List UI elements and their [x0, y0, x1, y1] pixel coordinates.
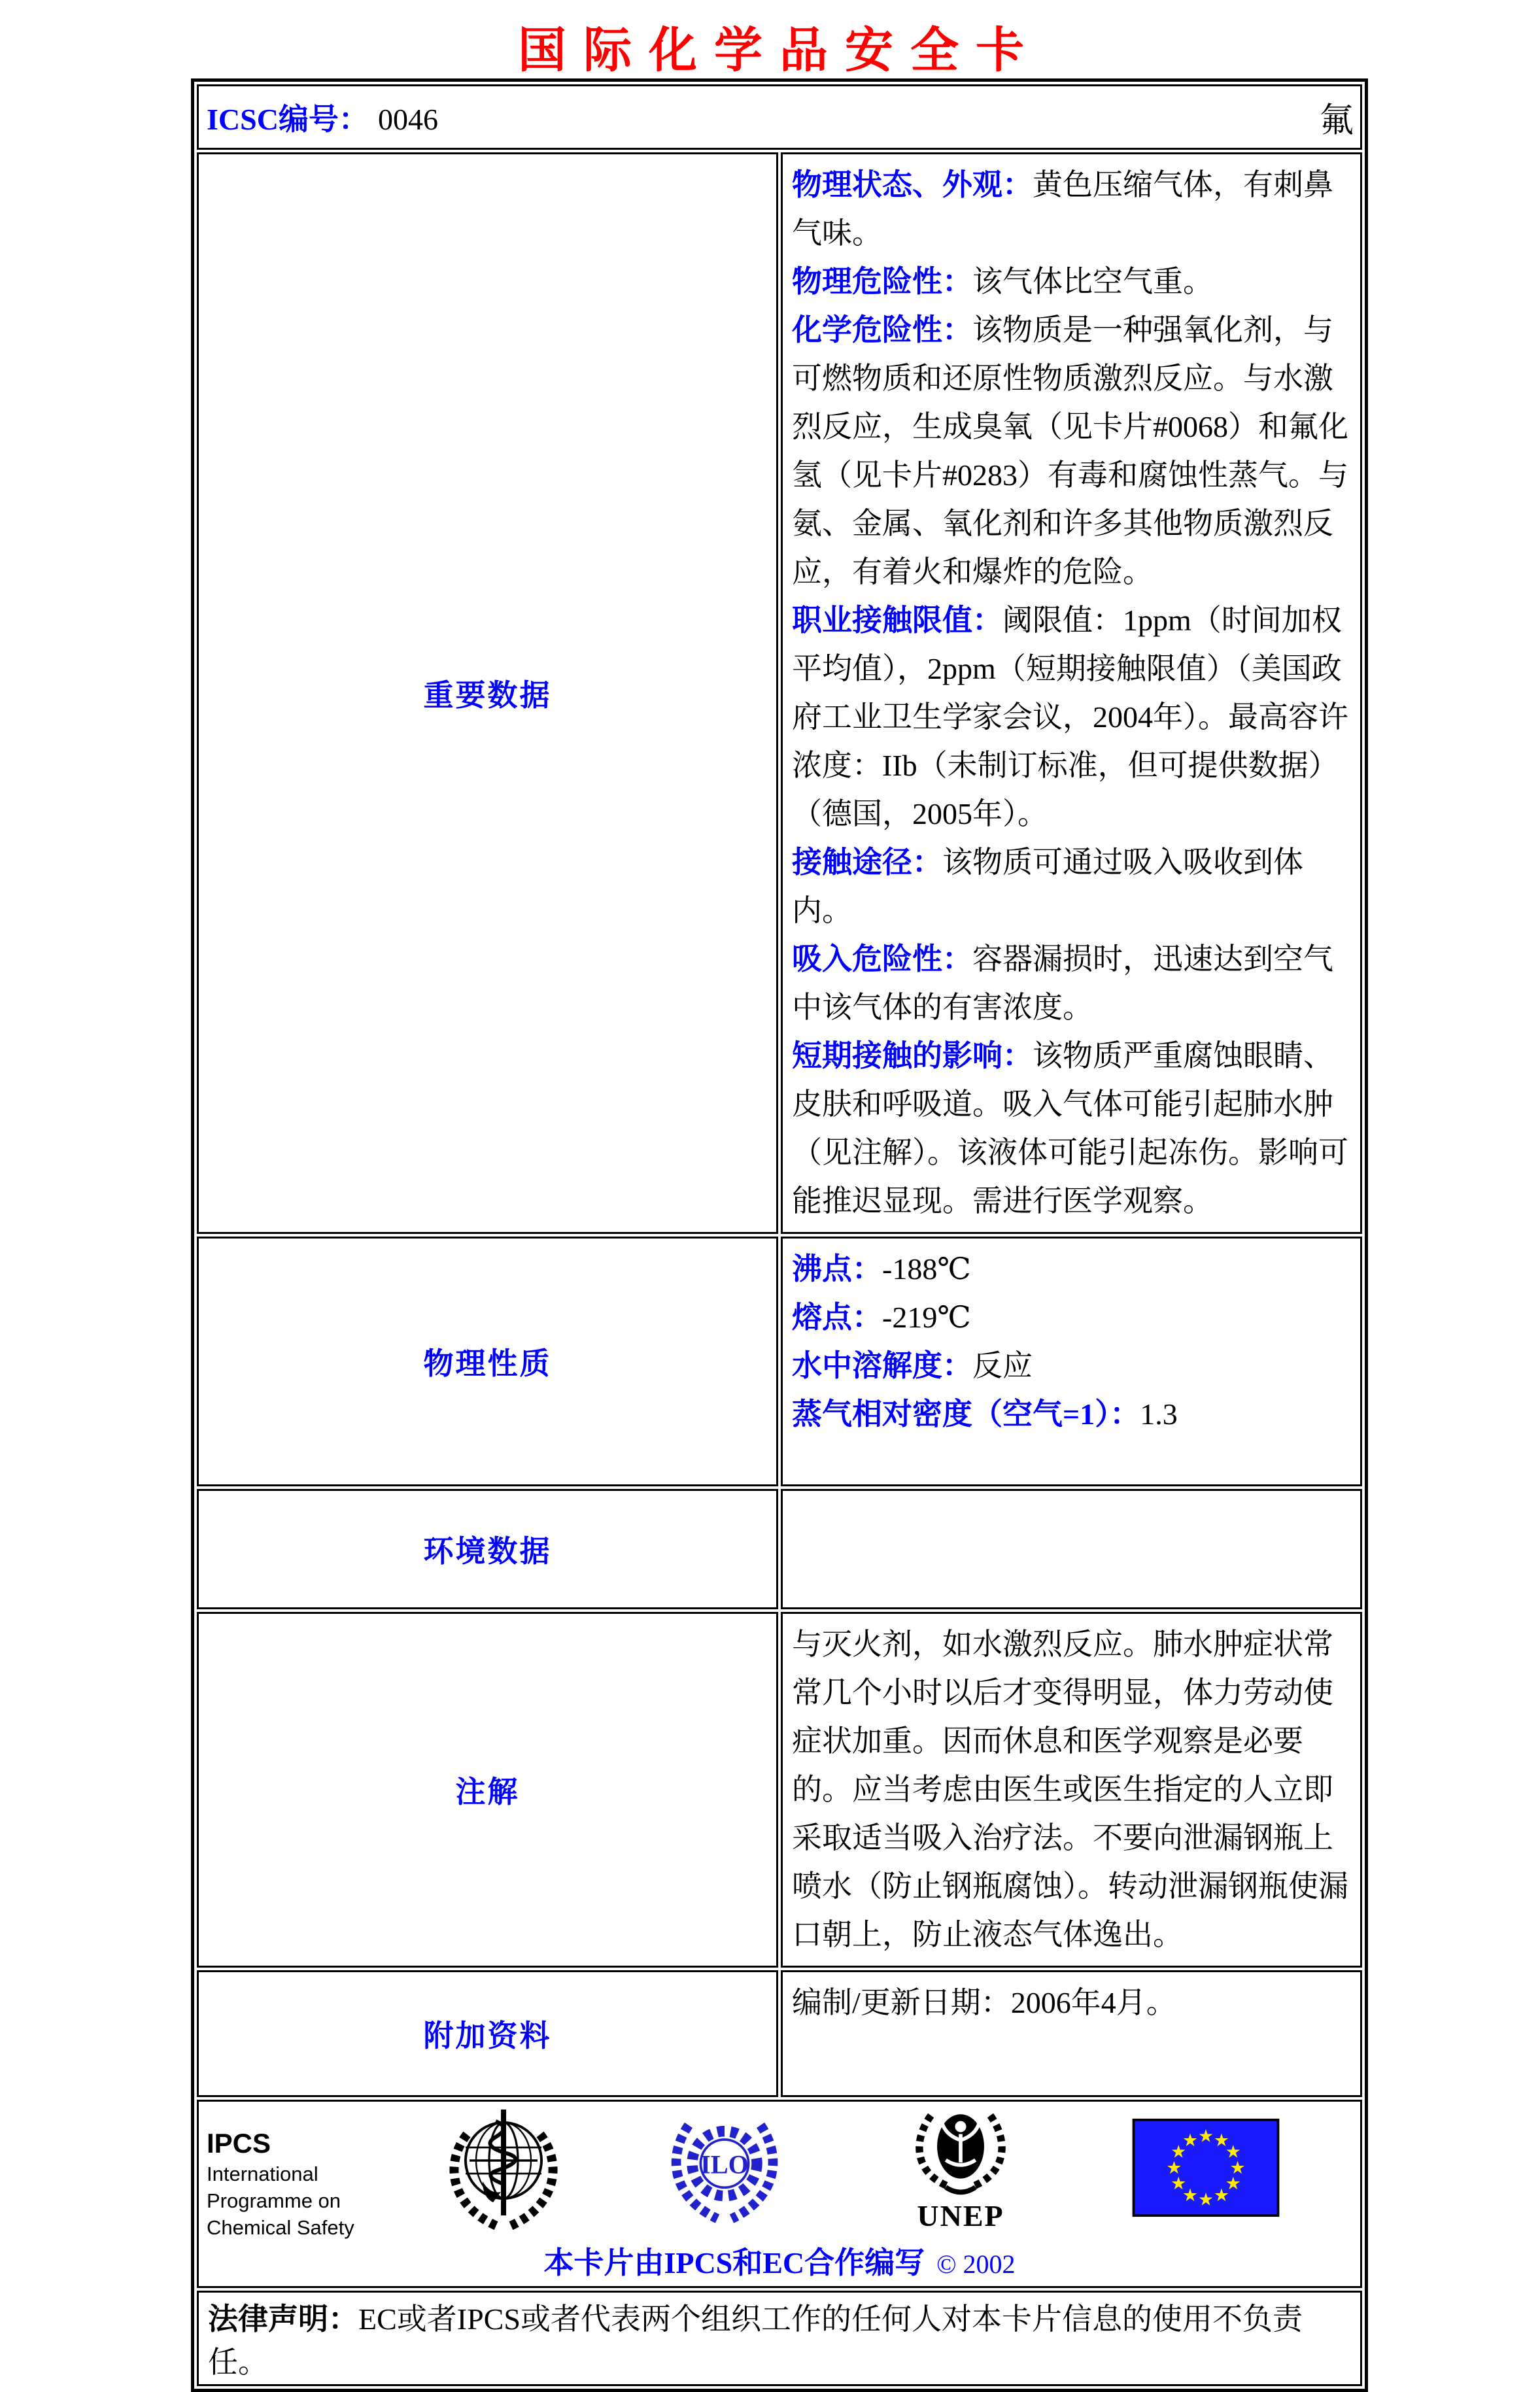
icsc-number-label: ICSC编号： — [207, 103, 369, 136]
field-text: 该物质是一种强氧化剂，与可燃物质和还原性物质激烈反应。与水激烈反应，生成臭氧（见卡片#0068）和氟化氢（见卡片#0283）有毒和腐蚀性蒸气。与氨、金属、氧化剂和许多其他物质激烈反应，有着火和爆炸的危险。 — [792, 313, 1348, 589]
field-label: 物理状态、外观： — [792, 168, 1033, 201]
additional-info-row — [197, 1970, 1362, 2097]
svg-text:★: ★ — [1171, 2142, 1187, 2162]
ipcs-line: International — [207, 2162, 318, 2185]
field-water-solubility — [792, 1342, 1348, 1390]
section-content-important-data — [781, 152, 1362, 1234]
icsc-number-group — [207, 95, 438, 139]
field-text: 1.3 — [1140, 1397, 1178, 1431]
field-label: 接触途径： — [792, 846, 942, 879]
icsc-header-row — [197, 84, 1362, 150]
cooperation-caption — [199, 2239, 1360, 2282]
field-melting-point — [792, 1293, 1348, 1342]
field-text: 该物质严重腐蚀眼睛、皮肤和呼吸道。吸入气体可能引起肺水肿（见注解）。该液体可能引起冻伤。影响可能推迟显现。需进行医学观察。 — [792, 1039, 1348, 1218]
svg-text:★: ★ — [1225, 2142, 1241, 2162]
svg-text:★: ★ — [1213, 2185, 1229, 2206]
section-content-environmental-data — [781, 1489, 1362, 1609]
svg-text:★: ★ — [1197, 2189, 1214, 2210]
field-text: 该气体比空气重。 — [972, 265, 1213, 298]
ipcs-acronym: IPCS — [207, 2128, 271, 2159]
field-text: 阈限值：1ppm（时间加权平均值），2ppm（短期接触限值）（美国政府工业卫生学家会议，2004年）。最高容许浓度：IIb（未制订标准，但可提供数据）（德国，2005年）。 — [792, 604, 1348, 830]
field-text: 反应 — [972, 1349, 1033, 1382]
logos-row — [197, 2100, 1362, 2288]
unep-logo — [898, 2106, 1023, 2232]
eu-flag — [1133, 2119, 1279, 2217]
field-text: 黄色压缩气体，有刺鼻气味。 — [792, 168, 1333, 250]
ipcs-line: Programme on — [207, 2189, 341, 2212]
field-text: -188℃ — [882, 1252, 971, 1286]
svg-text:★: ★ — [1182, 2185, 1199, 2206]
field-text: 该物质可通过吸入吸收到体内。 — [792, 846, 1303, 927]
logos-cell — [197, 2100, 1362, 2288]
icsc-number-value: 0046 — [377, 103, 438, 136]
field-vapor-relative-density — [792, 1390, 1348, 1439]
section-content-notes: 与灭火剂，如水激烈反应。肺水肿症状常常几个小时以后才变得明显，体力劳动使症状加重。因而休息和医学观察是必要的。应当考虑由医生或医生指定的人立即采取适当吸入治疗法。不要向泄漏钢瓶上喷水（防止钢瓶腐蚀）。转动泄漏钢瓶使漏口朝上，防止液态气体逸出。 — [781, 1612, 1362, 1968]
field-occupational-exposure-limits — [792, 596, 1348, 838]
legal-label: 法律声明： — [208, 2302, 358, 2336]
section-content-additional-info: 编制/更新日期：2006年4月。 — [781, 1970, 1362, 2097]
field-physical-state — [792, 161, 1348, 258]
field-label: 熔点： — [792, 1301, 882, 1334]
field-chemical-hazard — [792, 306, 1348, 596]
section-label-important-data: 重要数据 — [197, 152, 778, 1234]
svg-text:★: ★ — [1197, 2126, 1214, 2147]
icsc-header-cell — [197, 84, 1362, 150]
field-label: 沸点： — [792, 1252, 882, 1286]
section-label-additional-info: 附加资料 — [197, 1970, 778, 2097]
field-text: 容器漏损时，迅速达到空气中该气体的有害浓度。 — [792, 942, 1333, 1024]
svg-text:★: ★ — [1225, 2173, 1241, 2194]
svg-text:ILO: ILO — [700, 2149, 749, 2179]
legal-text: EC或者IPCS或者代表两个组织工作的任何人对本卡片信息的使用不负责任。 — [208, 2302, 1303, 2379]
ipcs-line: Chemical Safety — [207, 2216, 354, 2239]
icsc-card-table — [191, 78, 1368, 2392]
who-logo — [438, 2106, 569, 2234]
field-label: 水中溶解度： — [792, 1349, 972, 1382]
field-label: 短期接触的影响： — [792, 1039, 1033, 1072]
svg-text:★: ★ — [1213, 2130, 1229, 2151]
ilo-logo — [664, 2111, 785, 2226]
field-label: 职业接触限值： — [792, 604, 1002, 637]
section-label-environmental-data: 环境数据 — [197, 1489, 778, 1609]
section-content-physical-properties — [781, 1237, 1362, 1486]
caption-text: 本卡片由IPCS和EC合作编写 — [543, 2246, 925, 2280]
field-inhalation-risk — [792, 935, 1348, 1032]
caption-copyright: © 2002 — [936, 2249, 1016, 2279]
physical-properties-row — [197, 1237, 1362, 1486]
field-short-term-effects — [792, 1032, 1348, 1225]
section-label-physical-properties: 物理性质 — [197, 1237, 778, 1486]
field-label: 物理危险性： — [792, 265, 972, 298]
chemical-name: 氟 — [1319, 102, 1354, 140]
field-label: 蒸气相对密度（空气=1）： — [792, 1397, 1140, 1431]
field-boiling-point — [792, 1245, 1348, 1293]
unep-label: UNEP — [917, 2199, 1004, 2232]
svg-text:★: ★ — [1171, 2173, 1187, 2194]
svg-text:★: ★ — [1182, 2130, 1199, 2151]
field-routes-of-exposure — [792, 838, 1348, 935]
field-label: 吸入危险性： — [792, 942, 972, 976]
page-title: 国际化学品安全卡 — [518, 24, 1041, 78]
field-text: -219℃ — [882, 1301, 971, 1334]
field-physical-hazard — [792, 258, 1348, 306]
svg-text:★: ★ — [1229, 2157, 1246, 2178]
svg-text:★: ★ — [1166, 2157, 1182, 2178]
section-label-notes: 注解 — [197, 1612, 778, 1968]
notes-row — [197, 1612, 1362, 1968]
field-label: 化学危险性： — [792, 313, 972, 347]
legal-row — [197, 2291, 1362, 2386]
important-data-row — [197, 152, 1362, 1234]
legal-cell — [197, 2291, 1362, 2386]
ipcs-text-block — [207, 2127, 390, 2241]
environmental-data-row — [197, 1489, 1362, 1609]
